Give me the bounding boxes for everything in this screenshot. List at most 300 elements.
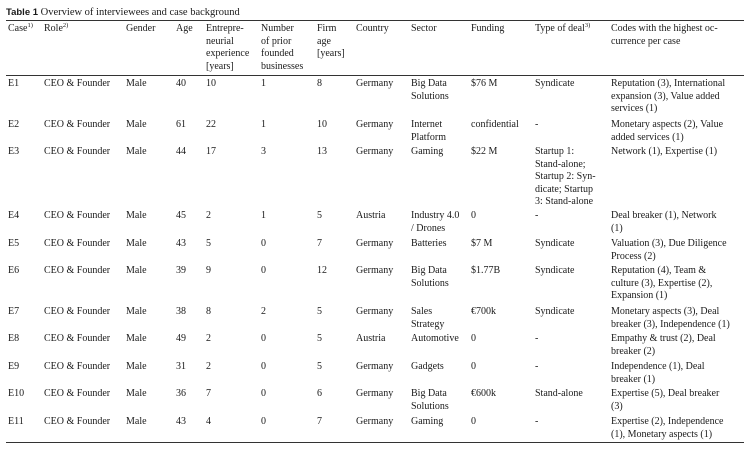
cell-firm-age bbox=[317, 265, 327, 278]
cell-country bbox=[356, 238, 393, 251]
cell-age-line: 44 bbox=[176, 146, 186, 157]
cell-deal bbox=[535, 78, 574, 91]
cell-sector-line: Gaming bbox=[411, 146, 444, 157]
cell-sector bbox=[411, 361, 444, 374]
cell-age bbox=[176, 119, 186, 132]
cell-country-line: Germany bbox=[356, 238, 394, 249]
column-header-role-footnote-marker: 2) bbox=[62, 22, 69, 29]
cell-prior-line: 1 bbox=[261, 210, 266, 221]
cell-funding-line: 0 bbox=[471, 416, 476, 427]
cell-role bbox=[44, 146, 110, 159]
cell-codes bbox=[611, 388, 719, 413]
cell-case bbox=[8, 333, 19, 346]
cell-role-line: CEO & Founder bbox=[44, 119, 111, 130]
cell-funding-line: $22 M bbox=[471, 146, 498, 157]
cell-firm-age-line: 10 bbox=[317, 119, 327, 130]
cell-gender bbox=[126, 238, 147, 251]
cell-role bbox=[44, 333, 110, 346]
cell-case-line: E2 bbox=[8, 119, 20, 130]
cell-sector bbox=[411, 119, 446, 144]
cell-prior bbox=[261, 306, 266, 319]
cell-funding bbox=[471, 210, 476, 223]
cell-case-line: E11 bbox=[8, 416, 24, 427]
cell-gender bbox=[126, 210, 147, 223]
cell-role bbox=[44, 78, 110, 91]
cell-prior-line: 0 bbox=[261, 238, 266, 249]
cell-case bbox=[8, 78, 19, 91]
cell-deal bbox=[535, 306, 574, 319]
column-header-prior-line: Number bbox=[261, 23, 294, 34]
cell-codes bbox=[611, 306, 730, 331]
column-header-role-line: Role bbox=[44, 23, 63, 34]
cell-sector bbox=[411, 416, 443, 429]
cell-role bbox=[44, 388, 110, 401]
cell-age bbox=[176, 146, 186, 159]
cell-prior bbox=[261, 78, 266, 91]
cell-sector bbox=[411, 388, 449, 413]
cell-sector-line: Gaming bbox=[411, 416, 444, 427]
cell-experience-line: 2 bbox=[206, 361, 211, 372]
cell-funding-line: $76 M bbox=[471, 78, 498, 89]
cell-experience-line: 4 bbox=[206, 416, 211, 427]
cell-experience bbox=[206, 78, 216, 91]
cell-gender bbox=[126, 333, 147, 346]
cell-sector bbox=[411, 333, 459, 346]
column-header-deal bbox=[535, 23, 590, 36]
cell-case-line: E5 bbox=[8, 238, 20, 249]
cell-deal bbox=[535, 210, 538, 223]
cell-sector bbox=[411, 210, 459, 235]
cell-experience bbox=[206, 361, 211, 374]
table-caption bbox=[6, 6, 240, 20]
cell-funding bbox=[471, 306, 496, 319]
column-header-case-footnote-marker: 1) bbox=[27, 22, 33, 29]
cell-country-line: Germany bbox=[356, 119, 394, 130]
cell-deal-line: - bbox=[535, 361, 539, 372]
cell-country-line: Germany bbox=[356, 416, 394, 427]
cell-role-line: CEO & Founder bbox=[44, 146, 111, 157]
cell-prior bbox=[261, 265, 266, 278]
cell-funding-line: 0 bbox=[471, 210, 476, 221]
cell-codes-line: Independence (1), Deal bbox=[611, 361, 705, 372]
cell-sector bbox=[411, 265, 449, 290]
cell-gender bbox=[126, 78, 147, 91]
cell-role bbox=[44, 416, 110, 429]
cell-case bbox=[8, 210, 19, 223]
column-header-experience-line: [years] bbox=[206, 60, 234, 72]
cell-age bbox=[176, 210, 186, 223]
cell-prior-line: 0 bbox=[261, 333, 266, 344]
column-header-deal-footnote-marker: 3) bbox=[584, 22, 591, 29]
cell-age bbox=[176, 238, 186, 251]
column-header-firm-age-line: Firm bbox=[317, 23, 337, 34]
cell-gender-line: Male bbox=[126, 119, 147, 130]
top-rule bbox=[6, 20, 744, 21]
cell-age bbox=[176, 416, 186, 429]
cell-deal-line: Stand-alone bbox=[535, 388, 583, 399]
cell-role-line: CEO & Founder bbox=[44, 388, 111, 399]
cell-codes-line: breaker (1) bbox=[611, 373, 656, 385]
cell-gender-line: Male bbox=[126, 333, 147, 344]
cell-codes-line: Reputation (4), Team & bbox=[611, 265, 707, 276]
cell-prior bbox=[261, 361, 266, 374]
cell-codes-line: Valuation (3), Due Diligence bbox=[611, 238, 727, 249]
cell-funding bbox=[471, 78, 497, 91]
cell-country bbox=[356, 265, 393, 278]
cell-country bbox=[356, 388, 393, 401]
column-header-experience-line: Entrepre- bbox=[206, 23, 244, 34]
cell-case-line: E1 bbox=[8, 78, 20, 89]
cell-prior-line: 1 bbox=[261, 119, 266, 130]
cell-sector bbox=[411, 78, 449, 103]
cell-deal-line: Startup 2: Syn- bbox=[535, 171, 596, 183]
cell-role-line: CEO & Founder bbox=[44, 210, 111, 221]
cell-sector bbox=[411, 238, 447, 251]
column-header-prior-line: businesses bbox=[261, 60, 304, 72]
cell-role bbox=[44, 238, 110, 251]
cell-codes bbox=[611, 333, 716, 358]
cell-codes bbox=[611, 78, 725, 116]
cell-gender bbox=[126, 306, 147, 319]
column-header-firm-age bbox=[317, 23, 345, 61]
cell-age-line: 36 bbox=[176, 388, 186, 399]
cell-experience bbox=[206, 146, 216, 159]
cell-codes-line: Deal breaker (1), Network bbox=[611, 210, 717, 221]
cell-prior-line: 0 bbox=[261, 265, 266, 276]
cell-country bbox=[356, 210, 385, 223]
cell-gender-line: Male bbox=[126, 210, 147, 221]
cell-gender-line: Male bbox=[126, 238, 147, 249]
column-header-gender-line: Gender bbox=[126, 23, 156, 34]
cell-deal-line: Syndicate bbox=[535, 265, 575, 276]
cell-codes-line: (1) bbox=[611, 222, 623, 234]
cell-gender-line: Male bbox=[126, 361, 147, 372]
cell-firm-age bbox=[317, 78, 322, 91]
cell-case bbox=[8, 119, 19, 132]
cell-funding bbox=[471, 361, 476, 374]
cell-deal bbox=[535, 146, 596, 209]
cell-sector-line: Solutions bbox=[411, 90, 449, 102]
cell-gender-line: Male bbox=[126, 78, 147, 89]
cell-deal bbox=[535, 238, 574, 251]
cell-sector bbox=[411, 146, 443, 159]
cell-deal bbox=[535, 333, 538, 346]
cell-experience-line: 5 bbox=[206, 238, 211, 249]
cell-case bbox=[8, 361, 19, 374]
column-header-prior bbox=[261, 23, 303, 73]
cell-deal-line: - bbox=[535, 416, 539, 427]
cell-prior bbox=[261, 146, 266, 159]
cell-codes-line: Expertise (2), Independence bbox=[611, 416, 724, 427]
cell-funding-line: 0 bbox=[471, 361, 476, 372]
cell-funding-line: $1.77B bbox=[471, 265, 501, 276]
table-label: Table 1 bbox=[6, 7, 39, 18]
cell-experience bbox=[206, 238, 211, 251]
cell-role bbox=[44, 306, 110, 319]
cell-codes-line: services (1) bbox=[611, 103, 658, 115]
cell-case bbox=[8, 306, 19, 319]
cell-gender bbox=[126, 265, 147, 278]
cell-codes bbox=[611, 210, 717, 235]
cell-firm-age bbox=[317, 306, 322, 319]
cell-funding bbox=[471, 119, 519, 132]
cell-codes-line: Monetary aspects (3), Deal bbox=[611, 306, 720, 317]
cell-funding bbox=[471, 333, 476, 346]
column-header-sector bbox=[411, 23, 437, 36]
cell-role-line: CEO & Founder bbox=[44, 265, 111, 276]
cell-country-line: Germany bbox=[356, 388, 394, 399]
cell-firm-age-line: 13 bbox=[317, 146, 327, 157]
cell-codes-line: Monetary aspects (2), Value bbox=[611, 119, 724, 130]
cell-age bbox=[176, 388, 186, 401]
cell-age-line: 61 bbox=[176, 119, 186, 130]
cell-experience-line: 22 bbox=[206, 119, 216, 130]
cell-role-line: CEO & Founder bbox=[44, 78, 111, 89]
cell-gender bbox=[126, 361, 147, 374]
column-header-country bbox=[356, 23, 389, 36]
cell-firm-age-line: 5 bbox=[317, 361, 322, 372]
cell-sector bbox=[411, 306, 444, 331]
cell-deal-line: Syndicate bbox=[535, 238, 575, 249]
column-header-codes-line: currence per case bbox=[611, 35, 681, 47]
cell-codes-line: Process (2) bbox=[611, 250, 656, 262]
cell-age bbox=[176, 265, 186, 278]
cell-deal-line: dicate; Startup bbox=[535, 183, 594, 195]
cell-deal-line: 3: Stand-alone bbox=[535, 196, 594, 208]
cell-firm-age-line: 5 bbox=[317, 306, 322, 317]
cell-case bbox=[8, 146, 19, 159]
cell-prior bbox=[261, 416, 266, 429]
cell-funding bbox=[471, 146, 497, 159]
cell-firm-age-line: 7 bbox=[317, 238, 322, 249]
header-rule bbox=[6, 75, 744, 76]
column-header-firm-age-line: [years] bbox=[317, 48, 345, 60]
cell-sector-line: Solutions bbox=[411, 400, 449, 412]
cell-deal bbox=[535, 388, 583, 401]
cell-country-line: Germany bbox=[356, 361, 394, 372]
cell-deal-line: Syndicate bbox=[535, 306, 575, 317]
cell-deal-line: - bbox=[535, 119, 539, 130]
cell-role-line: CEO & Founder bbox=[44, 416, 111, 427]
cell-case bbox=[8, 388, 24, 401]
cell-sector-line: Big Data bbox=[411, 388, 447, 399]
cell-prior-line: 0 bbox=[261, 388, 266, 399]
cell-codes-line: (3) bbox=[611, 400, 623, 412]
cell-age-line: 38 bbox=[176, 306, 186, 317]
cell-experience bbox=[206, 416, 211, 429]
cell-sector-line: Strategy bbox=[411, 318, 445, 330]
cell-firm-age-line: 6 bbox=[317, 388, 322, 399]
column-header-codes bbox=[611, 23, 718, 48]
cell-experience bbox=[206, 210, 211, 223]
cell-gender-line: Male bbox=[126, 416, 147, 427]
cell-experience bbox=[206, 306, 211, 319]
cell-gender-line: Male bbox=[126, 388, 147, 399]
cell-prior-line: 1 bbox=[261, 78, 266, 89]
cell-sector-line: Solutions bbox=[411, 277, 449, 289]
cell-age-line: 31 bbox=[176, 361, 186, 372]
cell-experience bbox=[206, 265, 211, 278]
cell-experience bbox=[206, 388, 211, 401]
cell-deal bbox=[535, 119, 538, 132]
cell-sector-line: Internet bbox=[411, 119, 443, 130]
cell-firm-age bbox=[317, 388, 322, 401]
cell-deal-line: - bbox=[535, 333, 539, 344]
cell-deal-line: Startup 1: bbox=[535, 146, 575, 157]
cell-age bbox=[176, 306, 186, 319]
cell-gender-line: Male bbox=[126, 265, 147, 276]
cell-age-line: 40 bbox=[176, 78, 186, 89]
cell-gender bbox=[126, 146, 147, 159]
cell-experience-line: 9 bbox=[206, 265, 211, 276]
cell-prior-line: 0 bbox=[261, 416, 266, 427]
cell-firm-age bbox=[317, 238, 322, 251]
cell-role bbox=[44, 210, 110, 223]
cell-age bbox=[176, 361, 186, 374]
cell-codes-line: Expansion (1) bbox=[611, 290, 668, 302]
cell-case-line: E4 bbox=[8, 210, 20, 221]
cell-age bbox=[176, 78, 186, 91]
cell-role-line: CEO & Founder bbox=[44, 361, 111, 372]
cell-funding bbox=[471, 265, 500, 278]
cell-firm-age bbox=[317, 119, 327, 132]
cell-country bbox=[356, 306, 393, 319]
cell-case-line: E8 bbox=[8, 333, 20, 344]
cell-sector-line: / Drones bbox=[411, 222, 446, 234]
cell-deal bbox=[535, 265, 574, 278]
cell-codes-line: expansion (3), Value added bbox=[611, 90, 720, 102]
cell-firm-age-line: 5 bbox=[317, 210, 322, 221]
cell-experience bbox=[206, 333, 211, 346]
cell-prior-line: 2 bbox=[261, 306, 266, 317]
column-header-sector-line: Sector bbox=[411, 23, 437, 34]
column-header-codes-line: Codes with the highest oc- bbox=[611, 23, 718, 34]
cell-experience-line: 2 bbox=[206, 333, 211, 344]
cell-funding bbox=[471, 388, 496, 401]
cell-case-line: E10 bbox=[8, 388, 25, 399]
cell-prior bbox=[261, 333, 266, 346]
cell-country-line: Germany bbox=[356, 265, 394, 276]
cell-codes-line: Reputation (3), International bbox=[611, 78, 726, 89]
cell-deal-line: Stand-alone; bbox=[535, 158, 586, 170]
bottom-rule bbox=[6, 442, 744, 443]
column-header-experience-line: experience bbox=[206, 48, 250, 60]
cell-case bbox=[8, 416, 24, 429]
table-title: Overview of interviewees and case background bbox=[40, 7, 240, 18]
cell-experience-line: 2 bbox=[206, 210, 211, 221]
cell-funding bbox=[471, 238, 492, 251]
cell-gender-line: Male bbox=[126, 306, 147, 317]
column-header-firm-age-line: age bbox=[317, 35, 331, 47]
cell-country bbox=[356, 361, 393, 374]
cell-country-line: Austria bbox=[356, 210, 386, 221]
cell-experience-line: 8 bbox=[206, 306, 211, 317]
cell-experience-line: 10 bbox=[206, 78, 216, 89]
column-header-role bbox=[44, 23, 68, 36]
cell-funding bbox=[471, 416, 476, 429]
cell-codes-line: Expertise (5), Deal breaker bbox=[611, 388, 720, 399]
cell-experience bbox=[206, 119, 216, 132]
cell-country bbox=[356, 416, 393, 429]
cell-sector-line: Big Data bbox=[411, 78, 447, 89]
cell-funding-line: €700k bbox=[471, 306, 496, 317]
cell-role bbox=[44, 119, 110, 132]
cell-codes-line: Empathy & trust (2), Deal bbox=[611, 333, 716, 344]
cell-gender-line: Male bbox=[126, 146, 147, 157]
cell-prior bbox=[261, 388, 266, 401]
cell-case bbox=[8, 238, 19, 251]
cell-codes-line: Network (1), Expertise (1) bbox=[611, 146, 718, 157]
cell-firm-age-line: 5 bbox=[317, 333, 322, 344]
cell-case bbox=[8, 265, 19, 278]
cell-funding-line: €600k bbox=[471, 388, 496, 399]
cell-codes-line: breaker (2) bbox=[611, 345, 656, 357]
cell-codes bbox=[611, 238, 727, 263]
cell-case-line: E7 bbox=[8, 306, 20, 317]
cell-role-line: CEO & Founder bbox=[44, 333, 111, 344]
column-header-experience-line: neurial bbox=[206, 35, 234, 47]
cell-codes-line: added services (1) bbox=[611, 131, 684, 143]
cell-deal-line: - bbox=[535, 210, 539, 221]
cell-sector-line: Gadgets bbox=[411, 361, 444, 372]
cell-deal bbox=[535, 416, 538, 429]
column-header-case-line: Case bbox=[8, 23, 28, 34]
cell-role bbox=[44, 361, 110, 374]
column-header-prior-line: founded bbox=[261, 48, 294, 60]
cell-gender bbox=[126, 119, 147, 132]
cell-case-line: E3 bbox=[8, 146, 20, 157]
cell-case-line: E9 bbox=[8, 361, 20, 372]
cell-case-line: E6 bbox=[8, 265, 20, 276]
cell-codes bbox=[611, 361, 705, 386]
cell-sector-line: Batteries bbox=[411, 238, 447, 249]
cell-country-line: Austria bbox=[356, 333, 386, 344]
column-header-prior-line: of prior bbox=[261, 35, 292, 47]
cell-codes-line: breaker (3), Independence (1) bbox=[611, 318, 730, 330]
cell-prior bbox=[261, 119, 266, 132]
cell-country-line: Germany bbox=[356, 146, 394, 157]
cell-age-line: 43 bbox=[176, 238, 186, 249]
cell-sector-line: Platform bbox=[411, 131, 446, 143]
cell-funding-line: $7 M bbox=[471, 238, 493, 249]
cell-role-line: CEO & Founder bbox=[44, 306, 111, 317]
cell-country bbox=[356, 78, 393, 91]
cell-funding-line: 0 bbox=[471, 333, 476, 344]
cell-country bbox=[356, 146, 393, 159]
cell-codes bbox=[611, 265, 712, 303]
column-header-age-line: Age bbox=[176, 23, 193, 34]
cell-prior bbox=[261, 238, 266, 251]
cell-sector-line: Industry 4.0 bbox=[411, 210, 460, 221]
column-header-age bbox=[176, 23, 193, 36]
cell-firm-age bbox=[317, 333, 322, 346]
cell-age-line: 45 bbox=[176, 210, 186, 221]
cell-deal bbox=[535, 361, 538, 374]
cell-codes bbox=[611, 119, 723, 144]
cell-age-line: 39 bbox=[176, 265, 186, 276]
cell-gender bbox=[126, 416, 147, 429]
cell-codes-line: (1), Monetary aspects (1) bbox=[611, 428, 713, 440]
cell-firm-age bbox=[317, 146, 327, 159]
cell-age-line: 49 bbox=[176, 333, 186, 344]
cell-experience-line: 17 bbox=[206, 146, 216, 157]
cell-firm-age-line: 7 bbox=[317, 416, 322, 427]
cell-gender bbox=[126, 388, 147, 401]
cell-codes bbox=[611, 146, 717, 159]
cell-country-line: Germany bbox=[356, 306, 394, 317]
cell-codes bbox=[611, 416, 723, 441]
column-header-country-line: Country bbox=[356, 23, 389, 34]
